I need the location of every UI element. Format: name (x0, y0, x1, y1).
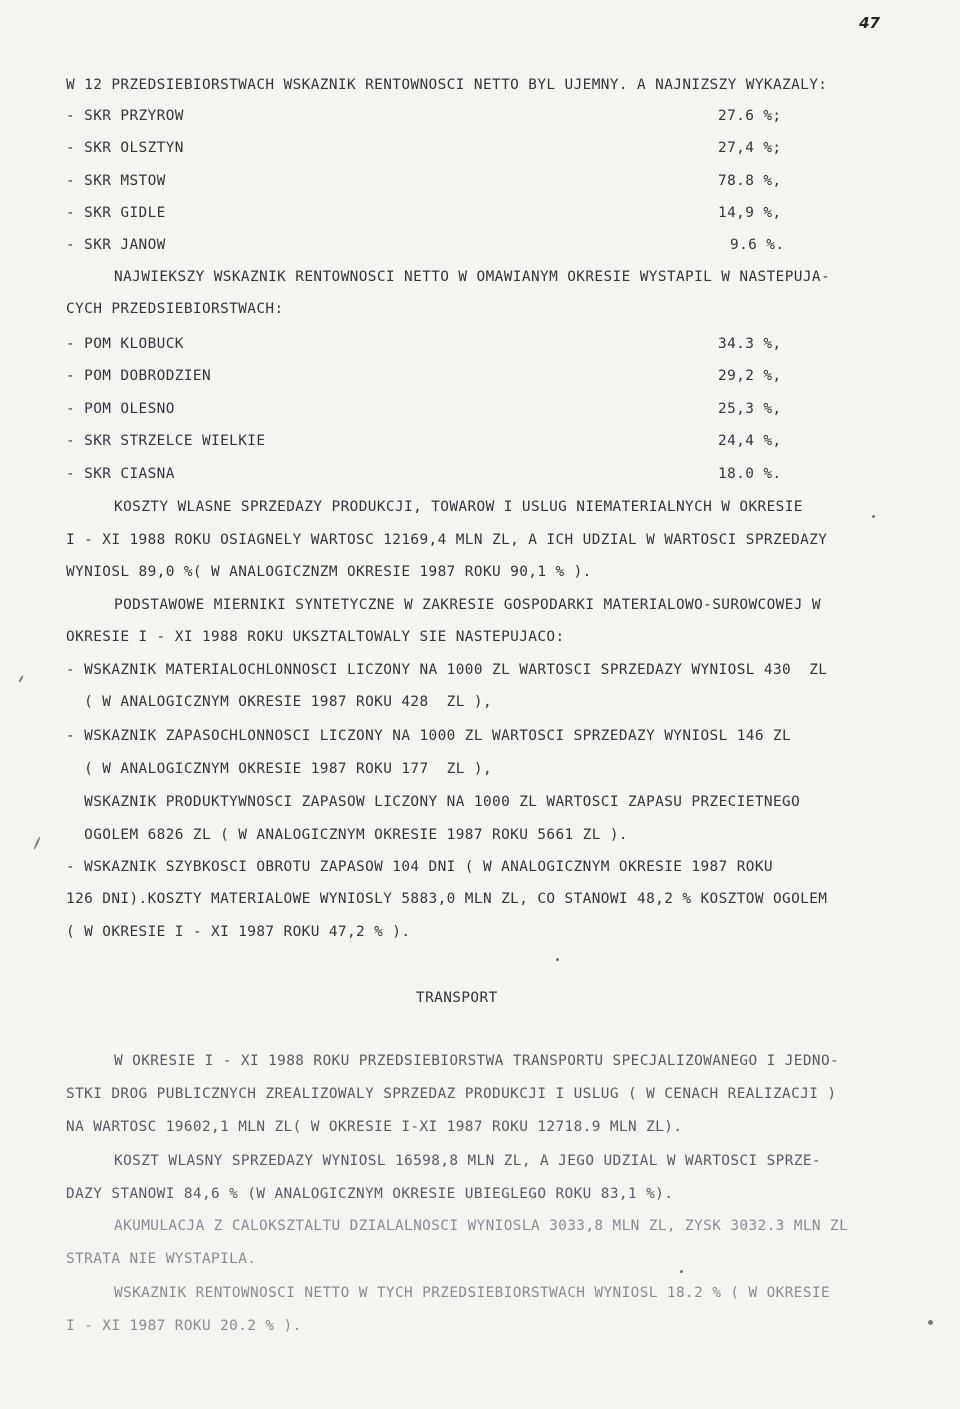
highest-intro-line: CYCH PRZEDSIEBIORSTWACH: (66, 301, 284, 317)
transport-line: NA WARTOSC 19602,1 MLN ZL( W OKRESIE I-XI 1987 ROKU 12718.9 MLN ZL). (66, 1119, 683, 1135)
transport-line: DAZY STANOWI 84,6 % (W ANALOGICZNYM OKRESIE UBIEGLEGO ROKU 83,1 %). (66, 1186, 674, 1202)
highest-item-name: - SKR CIASNA (66, 466, 175, 482)
costs-paragraph-line: WYNIOSL 89,0 %( W ANALOGICZNZM OKRESIE 1987 ROKU 90,1 % ). (66, 564, 592, 580)
indicator-line: ( W ANALOGICZNYM OKRESIE 1987 ROKU 428 ZL ), (66, 694, 493, 710)
lowest-item-name: - SKR GIDLE (66, 205, 166, 221)
highest-item-name: - POM DOBRODZIEN (66, 368, 212, 384)
costs-paragraph-line: I - XI 1988 ROKU OSIAGNELY WARTOSC 12169,4 MLN ZL, A ICH UDZIAL W WARTOSCI SPRZEDAZY (66, 532, 828, 548)
highest-item-name: - POM OLESNO (66, 401, 175, 417)
lowest-item-value: 27.6 %; (718, 108, 782, 124)
highest-item-value: 34.3 %, (718, 336, 782, 352)
scan-speck (33, 836, 41, 850)
transport-line: W OKRESIE I - XI 1988 ROKU PRZEDSIEBIORSTWA TRANSPORTU SPECJALIZOWANEGO I JEDNO- (114, 1053, 840, 1069)
page-number: 47 (859, 14, 880, 32)
costs-paragraph-line: KOSZTY WLASNE SPRZEDAZY PRODUKCJI, TOWAROW I USLUG NIEMATERIALNYCH W OKRESIE (114, 499, 803, 515)
indicator-line: - WSKAZNIK SZYBKOSCI OBROTU ZAPASOW 104 DNI ( W ANALOGICZNYM OKRESIE 1987 ROKU (66, 859, 773, 875)
highest-item-value: 18.0 %. (718, 466, 782, 482)
scan-speck (928, 1320, 933, 1325)
indicator-line: OGOLEM 6826 ZL ( W ANALOGICZNYM OKRESIE 1987 ROKU 5661 ZL ). (66, 827, 628, 843)
scan-speck (680, 1270, 683, 1273)
lowest-item-value: 78.8 %, (718, 173, 782, 189)
lowest-item-name: - SKR MSTOW (66, 173, 166, 189)
highest-item-name: - POM KLOBUCK (66, 336, 184, 352)
lowest-item-value: 9.6 %. (730, 237, 785, 253)
highest-intro-line: NAJWIEKSZY WSKAZNIK RENTOWNOSCI NETTO W OMAWIANYM OKRESIE WYSTAPIL W NASTEPUJA- (114, 269, 831, 285)
transport-line: KOSZT WLASNY SPRZEDAZY WYNIOSL 16598,8 MLN ZL, A JEGO UDZIAL W WARTOSCI SPRZE- (114, 1153, 821, 1169)
highest-item-value: 24,4 %, (718, 433, 782, 449)
highest-item-value: 25,3 %, (718, 401, 782, 417)
highest-item-value: 29,2 %, (718, 368, 782, 384)
scan-speck (18, 675, 24, 683)
scan-speck (556, 958, 559, 961)
lowest-item-value: 14,9 %, (718, 205, 782, 221)
transport-line: AKUMULACJA Z CALOKSZTALTU DZIALALNOSCI WYNIOSLA 3033,8 MLN ZL, ZYSK 3032.3 MLN ZL (114, 1218, 849, 1234)
lowest-item-name: - SKR JANOW (66, 237, 166, 253)
section-heading-transport: TRANSPORT (416, 990, 498, 1006)
indicator-line: WSKAZNIK PRODUKTYWNOSCI ZAPASOW LICZONY NA 1000 ZL WARTOSCI ZAPASU PRZECIETNEGO (66, 794, 801, 810)
indicator-line: 126 DNI).KOSZTY MATERIALOWE WYNIOSLY 5883,0 MLN ZL, CO STANOWI 48,2 % KOSZTOW OGOLEM (66, 891, 828, 907)
transport-line: STKI DROG PUBLICZNYCH ZREALIZOWALY SPRZEDAZ PRODUKCJI I USLUG ( W CENACH REALIZACJI ) (66, 1086, 837, 1102)
indicators-intro-line: OKRESIE I - XI 1988 ROKU UKSZTALTOWALY SIE NASTEPUJACO: (66, 629, 565, 645)
indicator-line: ( W OKRESIE I - XI 1987 ROKU 47,2 % ). (66, 924, 411, 940)
indicator-line: ( W ANALOGICZNYM OKRESIE 1987 ROKU 177 ZL ), (66, 761, 493, 777)
lowest-item-name: - SKR PRZYROW (66, 108, 184, 124)
highest-item-name: - SKR STRZELCE WIELKIE (66, 433, 266, 449)
lowest-item-value: 27,4 %; (718, 140, 782, 156)
lowest-item-name: - SKR OLSZTYN (66, 140, 184, 156)
transport-line: STRATA NIE WYSTAPILA. (66, 1251, 257, 1267)
indicator-line: - WSKAZNIK ZAPASOCHLONNOSCI LICZONY NA 1000 ZL WARTOSCI SPRZEDAZY WYNIOSL 146 ZL (66, 728, 792, 744)
indicator-line: - WSKAZNIK MATERIALOCHLONNOSCI LICZONY NA 1000 ZL WARTOSCI SPRZEDAZY WYNIOSL 430 ZL (66, 662, 828, 678)
scan-speck (872, 515, 875, 518)
transport-line: WSKAZNIK RENTOWNOSCI NETTO W TYCH PRZEDSIEBIORSTWACH WYNIOSL 18.2 % ( W OKRESIE (114, 1285, 831, 1301)
transport-line: I - XI 1987 ROKU 20.2 % ). (66, 1318, 302, 1334)
indicators-intro-line: PODSTAWOWE MIERNIKI SYNTETYCZNE W ZAKRESIE GOSPODARKI MATERIALOWO-SUROWCOWEJ W (114, 597, 821, 613)
intro-lowest-text: W 12 PRZEDSIEBIORSTWACH WSKAZNIK RENTOWNOSCI NETTO BYL UJEMNY. A NAJNIZSZY WYKAZALY: (66, 77, 828, 93)
